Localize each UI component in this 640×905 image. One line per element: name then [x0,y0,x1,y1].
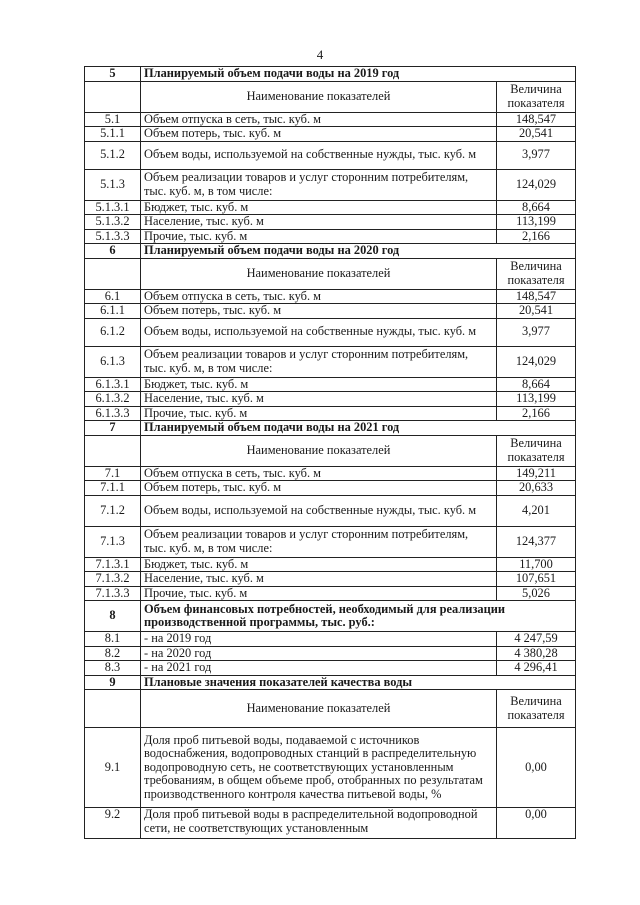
section-title: Плановые значения показателей качества воды [141,675,576,690]
table-row [85,728,576,808]
table-row [85,406,576,421]
row-name: Объем отпуска в сеть, тыс. куб. м [141,289,497,304]
row-number: 6.1.3.1 [85,377,141,392]
header-row [85,435,576,466]
table-row [85,572,576,587]
row-value: 0,00 [497,808,576,839]
row-value: 113,199 [497,215,576,230]
header-row [85,81,576,112]
row-value: 2,166 [497,406,576,421]
row-name: Население, тыс. куб. м [141,215,497,230]
row-value: 149,211 [497,466,576,481]
row-value: 124,029 [497,169,576,200]
header-row [85,258,576,289]
row-value: 113,199 [497,392,576,407]
row-number: 7.1.3.2 [85,572,141,587]
section-title: Планируемый объем подачи воды на 2021 год [141,421,576,436]
section-number: 8 [85,601,141,632]
row-number: 5.1.3.3 [85,229,141,244]
header-value: Величина показателя [497,690,576,728]
header-name: Наименование показателей [141,81,497,112]
table-row [85,304,576,319]
row-name: Прочие, тыс. куб. м [141,406,497,421]
row-number: 7.1 [85,466,141,481]
table-row [85,215,576,230]
row-number: 7.1.2 [85,495,141,526]
row-value: 3,977 [497,318,576,346]
row-number: 7.1.3.1 [85,557,141,572]
row-name: Население, тыс. куб. м [141,392,497,407]
section-row [85,601,576,632]
row-value: 8,664 [497,377,576,392]
row-value: 0,00 [497,728,576,808]
table-row [85,495,576,526]
row-name: - на 2021 год [141,661,497,676]
header-row [85,690,576,728]
row-name: Объем потерь, тыс. куб. м [141,127,497,142]
row-number: 6.1 [85,289,141,304]
row-name: Объем воды, используемой на собственные нужды, тыс. куб. м [141,318,497,346]
row-name: Объем потерь, тыс. куб. м [141,304,497,319]
row-name: Объем реализации товаров и услуг сторонним потребителям, тыс. куб. м, в том числе: [141,346,497,377]
row-value: 148,547 [497,289,576,304]
header-name: Наименование показателей [141,435,497,466]
table-row [85,112,576,127]
table-row [85,526,576,557]
table-row [85,377,576,392]
row-name: Объем отпуска в сеть, тыс. куб. м [141,466,497,481]
row-number: 6.1.2 [85,318,141,346]
table-row [85,481,576,496]
row-name: Объем воды, используемой на собственные нужды, тыс. куб. м [141,141,497,169]
row-name: - на 2019 год [141,632,497,647]
row-value: 11,700 [497,557,576,572]
row-value: 4 380,28 [497,646,576,661]
row-value: 20,633 [497,481,576,496]
row-number: 6.1.3.3 [85,406,141,421]
page-number: 4 [316,47,324,62]
header-value: Величина показателя [497,258,576,289]
section-number: 7 [85,421,141,436]
row-number: 5.1.3.1 [85,200,141,215]
row-value: 20,541 [497,127,576,142]
row-number: 8.3 [85,661,141,676]
row-name: Население, тыс. куб. м [141,572,497,587]
row-number: 6.1.1 [85,304,141,319]
row-number: 5.1.1 [85,127,141,142]
table-row [85,229,576,244]
table-row [85,289,576,304]
table-row [85,586,576,601]
section-title: Планируемый объем подачи воды на 2019 год [141,67,576,82]
row-value: 3,977 [497,141,576,169]
row-value: 4,201 [497,495,576,526]
section-title: Объем финансовых потребностей, необходимый для реализации производственной программы, тыс. руб.: [141,601,576,632]
table-row [85,392,576,407]
table-row [85,200,576,215]
row-number: 9.2 [85,808,141,839]
row-value: 8,664 [497,200,576,215]
header-value: Величина показателя [497,435,576,466]
row-number: 6.1.3.2 [85,392,141,407]
row-number: 7.1.3.3 [85,586,141,601]
row-name: Прочие, тыс. куб. м [141,229,497,244]
row-value: 124,377 [497,526,576,557]
row-name: Бюджет, тыс. куб. м [141,200,497,215]
row-value: 2,166 [497,229,576,244]
row-name: Объем реализации товаров и услуг сторонним потребителям, тыс. куб. м, в том числе: [141,526,497,557]
table-row [85,318,576,346]
header-name: Наименование показателей [141,258,497,289]
row-number: 5.1.3.2 [85,215,141,230]
row-name: Прочие, тыс. куб. м [141,586,497,601]
row-name: Объем потерь, тыс. куб. м [141,481,497,496]
row-number: 5.1 [85,112,141,127]
section-row [85,421,576,436]
table-row [85,632,576,647]
row-name: Объем воды, используемой на собственные нужды, тыс. куб. м [141,495,497,526]
section-number: 6 [85,244,141,259]
table-row [85,346,576,377]
row-name: Доля проб питьевой воды в распределительной водопроводной сети, не соответствующих установленным [141,808,497,839]
row-name: Бюджет, тыс. куб. м [141,377,497,392]
table-row [85,661,576,676]
row-value: 20,541 [497,304,576,319]
row-number: 5.1.2 [85,141,141,169]
production-program-table [84,66,576,839]
table-row [85,169,576,200]
table-row [85,557,576,572]
row-name: Бюджет, тыс. куб. м [141,557,497,572]
row-value: 5,026 [497,586,576,601]
row-number: 6.1.3 [85,346,141,377]
row-value: 124,029 [497,346,576,377]
section-number: 5 [85,67,141,82]
row-name: - на 2020 год [141,646,497,661]
row-value: 107,651 [497,572,576,587]
row-value: 4 296,41 [497,661,576,676]
table-row [85,141,576,169]
row-number: 8.1 [85,632,141,647]
row-value: 148,547 [497,112,576,127]
section-row [85,67,576,82]
row-name: Объем отпуска в сеть, тыс. куб. м [141,112,497,127]
row-value: 4 247,59 [497,632,576,647]
section-number: 9 [85,675,141,690]
section-row [85,675,576,690]
table-row [85,646,576,661]
table-row [85,808,576,839]
row-number: 7.1.3 [85,526,141,557]
row-number: 7.1.1 [85,481,141,496]
header-name: Наименование показателей [141,690,497,728]
section-title: Планируемый объем подачи воды на 2020 год [141,244,576,259]
row-number: 9.1 [85,728,141,808]
row-number: 5.1.3 [85,169,141,200]
section-row [85,244,576,259]
row-number: 8.2 [85,646,141,661]
row-name: Доля проб питьевой воды, подаваемой с источников водоснабжения, водопроводных станций в распределительную водопроводную сеть, не соответствующих установленным требованиям, в общем объеме проб, отобранных по результатам производственного контроля качества питьевой воды, % [141,728,497,808]
table-row [85,466,576,481]
row-name: Объем реализации товаров и услуг сторонним потребителям, тыс. куб. м, в том числе: [141,169,497,200]
table-row [85,127,576,142]
header-value: Величина показателя [497,81,576,112]
